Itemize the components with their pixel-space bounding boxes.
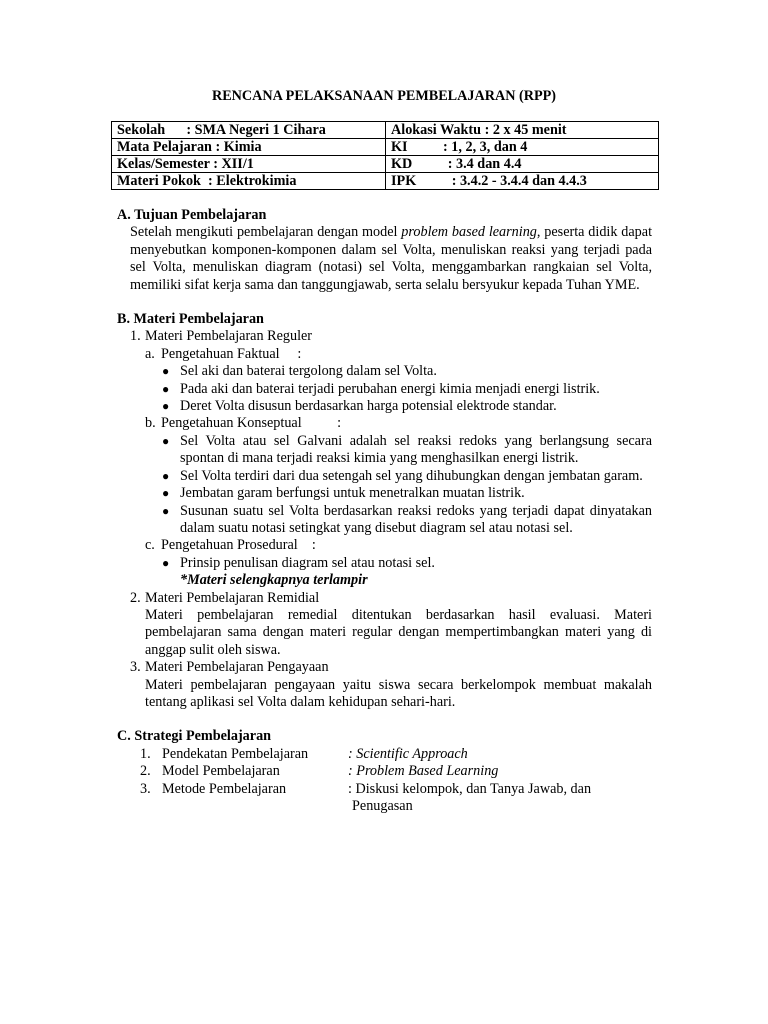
subsection-2-paragraph: Materi pembelajaran remedial ditentukan berdasarkan hasil evaluasi. Materi pembelajaran sama dengan materi regular dengan mempertimbangkan materi yang di anggap sulit oleh siswa. xyxy=(145,606,652,658)
subsection-1a xyxy=(117,346,652,363)
subsection-1-number: 1. xyxy=(130,328,141,345)
strategy-value-continued: Penugasan xyxy=(352,798,413,814)
procedural-bullet-list xyxy=(162,555,652,572)
subsection-1-label: Materi Pembelajaran Reguler xyxy=(145,328,313,345)
strategy-number: 2. xyxy=(140,763,151,780)
bullet-text: Susunan suatu sel Volta berdasarkan reaksi redoks yang terjadi dapat dinyatakan dalam suatu notasi setingkat yang disebut diagram sel atau notasi sel. xyxy=(180,502,652,536)
subsection-1c-label: Pengetahuan Prosedural : xyxy=(161,537,316,554)
bullet-icon: ● xyxy=(162,468,170,483)
subsection-3-paragraph: Materi pembelajaran pengayaan yaitu siswa secara berkelompok membuat makalah tentang aplikasi sel Volta dalam kehidupan sehari-hari. xyxy=(145,676,652,710)
bullet-icon: ● xyxy=(162,433,170,448)
section-a-paragraph xyxy=(130,224,652,294)
info-cell-class: Kelas/Semester : XII/1 xyxy=(112,156,386,173)
info-row xyxy=(112,173,659,190)
conceptual-bullet-list xyxy=(162,433,652,537)
factual-bullet-list xyxy=(162,363,652,415)
info-cell-subject: Mata Pelajaran : Kimia xyxy=(112,139,386,156)
info-row xyxy=(112,122,659,139)
bullet-icon: ● xyxy=(162,381,170,396)
bullet-text: Pada aki dan baterai terjadi perubahan energi kimia menjadi energi listrik. xyxy=(180,380,600,397)
bullet-icon: ● xyxy=(162,555,170,570)
subsection-1b xyxy=(117,415,652,432)
strategy-label: Model Pembelajaran xyxy=(162,763,280,780)
subsection-1b-label: Pengetahuan Konseptual : xyxy=(161,415,342,432)
list-item xyxy=(162,433,652,468)
subsection-1a-letter: a. xyxy=(145,345,155,362)
strategy-row-continuation xyxy=(117,798,652,815)
bullet-icon: ● xyxy=(162,486,170,501)
info-row xyxy=(112,139,659,156)
subsection-1c-letter: c. xyxy=(145,537,155,554)
subsection-2-number: 2. xyxy=(130,589,141,606)
bullet-icon: ● xyxy=(162,503,170,518)
section-a-heading: A. Tujuan Pembelajaran xyxy=(117,207,267,223)
bullet-text: Prinsip penulisan diagram sel atau notasi sel. xyxy=(180,554,435,571)
strategy-label: Metode Pembelajaran xyxy=(162,780,287,797)
strategy-number: 1. xyxy=(140,745,151,762)
info-cell-time: Alokasi Waktu : 2 x 45 menit xyxy=(386,122,659,139)
section-b-heading: B. Materi Pembelajaran xyxy=(117,311,264,328)
subsection-1b-letter: b. xyxy=(145,415,156,432)
subsection-2 xyxy=(117,590,652,607)
section-a-text-italic: problem based learning xyxy=(401,224,537,241)
bullet-text: Sel Volta atau sel Galvani adalah sel reaksi redoks yang berlangsung secara spontan di mana terjadi reaksi kimia yang menghasilkan energi listrik. xyxy=(180,432,652,467)
strategy-row xyxy=(117,781,652,798)
attachment-note: *Materi selengkapnya terlampir xyxy=(180,572,368,589)
bullet-text: Jembatan garam berfungsi untuk menetralkan muatan listrik. xyxy=(180,485,525,502)
info-table xyxy=(111,121,659,190)
strategy-row xyxy=(117,746,652,763)
strategy-value: : Problem Based Learning xyxy=(348,763,499,780)
list-item xyxy=(162,503,652,538)
bullet-icon: ● xyxy=(162,364,170,379)
strategy-number: 3. xyxy=(140,780,151,797)
subsection-1a-label: Pengetahuan Faktual : xyxy=(161,345,302,362)
subsection-1 xyxy=(117,328,652,345)
info-cell-topic: Materi Pokok : Elektrokimia xyxy=(112,173,386,190)
subsection-3 xyxy=(117,659,652,676)
info-cell-school: Sekolah : SMA Negeri 1 Cihara xyxy=(112,122,386,139)
bullet-text: Sel Volta terdiri dari dua setengah sel yang dihubungkan dengan jembatan garam. xyxy=(180,467,643,484)
strategy-row xyxy=(117,763,652,780)
list-item xyxy=(162,398,652,415)
bullet-icon: ● xyxy=(162,399,170,414)
strategy-value: : Diskusi kelompok, dan Tanya Jawab, dan xyxy=(348,780,592,797)
subsection-2-label: Materi Pembelajaran Remidial xyxy=(145,589,320,606)
section-a-text-before: Setelah mengikuti pembelajaran dengan model xyxy=(130,224,402,241)
info-cell-ipk: IPK : 3.4.2 - 3.4.4 dan 4.4.3 xyxy=(386,173,659,190)
document-title: RENCANA PELAKSANAAN PEMBELAJARAN (RPP) xyxy=(211,88,557,104)
bullet-text: Sel aki dan baterai tergolong dalam sel Volta. xyxy=(180,363,437,380)
info-row xyxy=(112,156,659,173)
info-cell-ki: KI : 1, 2, 3, dan 4 xyxy=(386,139,659,156)
strategy-label: Pendekatan Pembelajaran xyxy=(162,745,309,762)
list-item xyxy=(162,381,652,398)
section-c-heading: C. Strategi Pembelajaran xyxy=(117,728,272,745)
subsection-3-number: 3. xyxy=(130,659,141,676)
list-item xyxy=(162,485,652,502)
section-a-text-after: , peserta didik dapat menyebutkan komponen-komponen dalam sel Volta, menuliskan reaksi yang terjadi pada sel Volta, menuliskan diagram (notasi) sel Volta, menggambarkan rangkaian sel Volta, memiliki sifat kerja sama dan tanggungjawab, serta selalu bersyukur kepada Tuhan YME. xyxy=(130,224,653,293)
info-cell-kd: KD : 3.4 dan 4.4 xyxy=(386,156,659,173)
list-item xyxy=(162,468,652,485)
list-item xyxy=(162,363,652,380)
bullet-text: Deret Volta disusun berdasarkan harga potensial elektrode standar. xyxy=(180,398,557,415)
strategy-value: : Scientific Approach xyxy=(348,745,468,762)
document-body xyxy=(117,207,652,815)
subsection-3-label: Materi Pembelajaran Pengayaan xyxy=(145,659,329,676)
subsection-1c xyxy=(117,537,652,554)
list-item xyxy=(162,555,652,572)
